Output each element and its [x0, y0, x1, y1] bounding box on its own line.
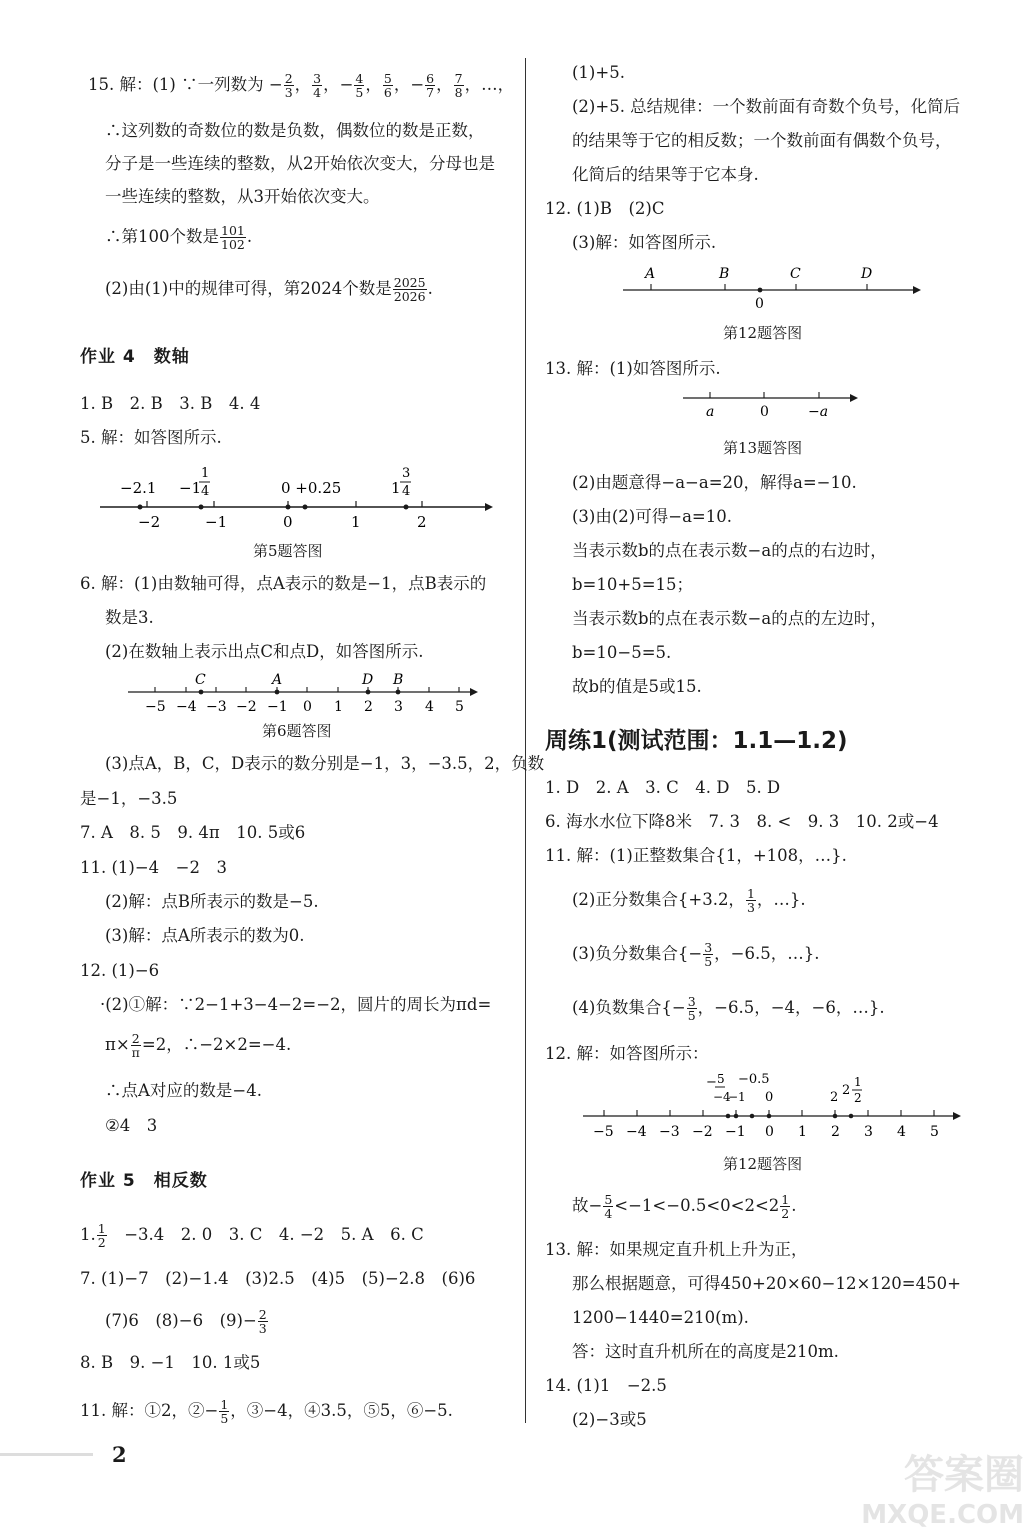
svg-text:5: 5	[717, 1072, 725, 1086]
w-answers-1-5: 1. D 2. A 3. C 4. D 5. D	[545, 778, 781, 797]
svg-text:0: 0	[765, 1124, 774, 1140]
svg-text:1: 1	[334, 699, 343, 715]
svg-text:C: C	[790, 266, 801, 282]
svg-text:1: 1	[798, 1124, 807, 1140]
svg-text:−3: −3	[206, 699, 227, 715]
svg-text:−: −	[706, 1075, 717, 1090]
r-line4: 化简后的结果等于它本身.	[572, 165, 759, 184]
r-line14: 故b的值是5或15.	[572, 677, 702, 696]
answer-12c: π× $\frac{2}{\pi}$ =2，∴−2×2=−4.	[105, 1031, 292, 1060]
w-answer-11-1: 11. 解：(1)正整数集合{1，+108，…}.	[545, 846, 847, 865]
svg-text:1: 1	[351, 513, 361, 531]
r-line12: 当表示数b的点在表示数−a的点的左边时，	[572, 609, 887, 628]
fig5-label-0-025: 0 +0.25	[281, 479, 342, 497]
fig5-label-neg1-3-4: −1	[179, 479, 202, 497]
svg-text:−2: −2	[236, 699, 257, 715]
svg-text:−2: −2	[138, 513, 161, 531]
svg-text:−2: −2	[692, 1124, 713, 1140]
r-answer-12: 12. (1)B (2)C	[545, 199, 665, 218]
svg-text:2: 2	[364, 699, 373, 715]
r-answer-13: 13. 解：(1)如答图所示.	[545, 359, 721, 378]
svg-text:4: 4	[897, 1124, 906, 1140]
w-answer-12-conclusion: 故− $\frac{5}{4}$ <−1<−0.5<0<2<2 $\frac{1}{2}$ .	[572, 1192, 797, 1221]
answers-1-4: 1. B 2. B 3. B 4. 4	[80, 394, 261, 413]
svg-text:2: 2	[854, 1091, 862, 1105]
svg-text:−4: −4	[626, 1124, 647, 1140]
svg-text:D: D	[362, 672, 374, 688]
number-line-fig12b	[578, 1070, 968, 1150]
q15-line4: 一些连续的整数，从3开始依次变大。	[105, 187, 380, 206]
answer-12e: ②4 3	[105, 1116, 158, 1135]
svg-text:B: B	[393, 672, 404, 688]
answer-11b: (2)解：点B所表示的数是−5.	[105, 892, 319, 911]
fig13-caption: 第13题答图	[723, 439, 803, 457]
answer-5-11: 11. 解：①2，②− $\frac{1}{5}$ ，③−4，④3.5，⑤5，⑥−5.	[80, 1397, 453, 1426]
answers-7-10: 7. A 8. 5 9. 4π 10. 5或6	[80, 823, 306, 842]
r-line11: b=10+5=15；	[572, 575, 694, 594]
q15-line2: ∴这列数的奇数位的数是负数，偶数位的数是正数，	[105, 121, 485, 140]
r-answer-12-3: (3)解：如答图所示.	[572, 233, 717, 252]
svg-text:1: 1	[854, 1075, 862, 1089]
fig5-frac-den: 4	[201, 484, 210, 499]
svg-text:−a: −a	[808, 404, 829, 420]
svg-text:B: B	[719, 266, 730, 282]
fig5-caption: 第5题答图	[253, 542, 323, 560]
page-number: 2	[112, 1442, 127, 1467]
weekly-test-heading: 周练1(测试范围：1.1—1.2)	[545, 728, 848, 754]
r-line10: 当表示数b的点在表示数−a的点的右边时，	[572, 541, 887, 560]
svg-text:0: 0	[303, 699, 312, 715]
r-line1: (1)+5.	[572, 63, 625, 82]
svg-text:−1: −1	[267, 699, 288, 715]
q15-line3: 分子是一些连续的整数，从2开始依次变大，分母也是	[105, 154, 495, 173]
fig6-caption: 第6题答图	[262, 722, 332, 740]
answers-5-8-10: 8. B 9. −1 10. 1或5	[80, 1353, 261, 1372]
svg-text:−5: −5	[145, 699, 166, 715]
answer-6b: 数是3.	[105, 608, 154, 627]
svg-text:−1: −1	[205, 513, 228, 531]
svg-text:−4: −4	[176, 699, 197, 715]
r-line9: (3)由(2)可得−a=10.	[572, 507, 732, 526]
answers-5-1-6: 1. $\frac{1}{2}$ −3.4 2. 0 3. C 4. −2 5. A 6. C	[80, 1221, 424, 1250]
svg-text:−5: −5	[593, 1124, 614, 1140]
watermark-url: MXQE.COM	[861, 1500, 1024, 1530]
w-answers-6-10: 6. 海水水位下降8米 7. 3 8. < 9. 3 10. 2或−4	[545, 812, 939, 831]
number-line-fig13	[680, 388, 865, 423]
w-answer-11-4: (4)负数集合{− $\frac{3}{5}$ ，−6.5，−4，−6，…}.	[572, 994, 885, 1023]
svg-text:4: 4	[425, 699, 434, 715]
answer-6e: 是−1，−3.5	[80, 789, 178, 808]
svg-text:4: 4	[402, 484, 411, 499]
w-answer-11-2: (2)正分数集合{+3.2， $\frac{1}{3}$ ，…}.	[572, 886, 806, 915]
q15-line5: ∴第100个数是 $\frac{101}{102}$ .	[105, 223, 253, 252]
svg-text:A: A	[272, 672, 283, 688]
svg-text:2: 2	[842, 1083, 851, 1098]
fig5-label-1-3-4: 1	[391, 479, 401, 497]
fig5-frac-num: 1	[201, 466, 210, 481]
svg-text:2: 2	[830, 1090, 839, 1105]
svg-text:0: 0	[760, 404, 769, 420]
w-answer-14a: 14. (1)1 −2.5	[545, 1376, 667, 1395]
answer-5-7: 7. (1)−7 (2)−1.4 (3)2.5 (4)5 (5)−2.8 (6)6	[80, 1269, 476, 1288]
answer-11c: (3)解：点A所表示的数为0.	[105, 926, 305, 945]
w-answer-13c: 1200−1440=210(m).	[572, 1308, 749, 1327]
svg-text:2: 2	[417, 513, 427, 531]
svg-text:−4: −4	[713, 1090, 731, 1104]
w-answer-14b: (2)−3或5	[572, 1410, 647, 1429]
svg-text:3: 3	[394, 699, 403, 715]
svg-text:5: 5	[455, 699, 464, 715]
section-heading-5: 作业 5 相反数	[80, 1171, 208, 1191]
r-line13: b=10−5=5.	[572, 643, 672, 662]
number-line-fig6	[125, 668, 485, 718]
svg-text:a: a	[706, 404, 715, 420]
watermark-logo: 答案圈	[904, 1452, 1024, 1498]
section-heading-4: 作业 4 数轴	[80, 347, 190, 367]
answer-12b: ·(2)①解：∵2−1+3−4−2=−2，圆片的周长为πd=	[100, 995, 492, 1014]
svg-text:−0.5: −0.5	[738, 1072, 770, 1087]
svg-text:A: A	[645, 266, 656, 282]
answer-5-7b: (7)6 (8)−6 (9)− $\frac{2}{3}$	[105, 1307, 267, 1336]
q15-line1: 15. 解：(1) ∵一列数为 − $\frac{2}{3}$ ， $\frac{3}{4}$ ，− $\frac{4}{5}$ ， $\frac{5}{6}$ ，− $\frac{6}{7}$ ， $\frac{7}{8}$ ，…，	[88, 71, 515, 100]
svg-text:−1: −1	[725, 1124, 746, 1140]
svg-text:3: 3	[864, 1124, 873, 1140]
svg-text:−1: −1	[728, 1090, 746, 1104]
r-line2: (2)+5. 总结规律：一个数前面有奇数个负号，化简后	[572, 97, 961, 116]
svg-text:0: 0	[755, 296, 764, 312]
answer-6c: (2)在数轴上表示出点C和点D，如答图所示.	[105, 642, 424, 661]
w-answer-13b: 那么根据题意，可得450+20×60−12×120=450+	[572, 1274, 961, 1293]
footer-rule	[0, 1453, 93, 1466]
r-line8: (2)由题意得−a−a=20，解得a=−10.	[572, 473, 857, 492]
svg-text:0: 0	[765, 1090, 774, 1105]
svg-text:D: D	[861, 266, 873, 282]
w-answer-12: 12. 解：如答图所示：	[545, 1044, 709, 1063]
svg-text:C: C	[195, 672, 206, 688]
svg-text:3: 3	[402, 466, 411, 481]
fig12b-caption: 第12题答图	[723, 1155, 803, 1173]
fig5-label-neg2-1: −2.1	[120, 479, 157, 497]
svg-text:5: 5	[930, 1124, 939, 1140]
answer-11a: 11. (1)−4 −2 3	[80, 858, 228, 877]
w-answer-13d: 答：这时直升机所在的高度是210m.	[572, 1342, 839, 1361]
number-line-fig12a	[618, 258, 928, 313]
fig12a-caption: 第12题答图	[723, 324, 803, 342]
answer-6d: (3)点A，B，C，D表示的数分别是−1，3，−3.5，2，负数	[105, 754, 545, 773]
number-line-fig5	[95, 455, 495, 540]
answer-5: 5. 解：如答图所示.	[80, 428, 222, 447]
q15-line6: (2)由(1)中的规律可得，第2024个数是 $\frac{2025}{2026}$ .	[105, 275, 433, 304]
column-divider	[525, 58, 526, 1423]
svg-text:2: 2	[831, 1124, 840, 1140]
w-answer-13: 13. 解：如果规定直升机上升为正，	[545, 1240, 808, 1259]
w-answer-11-3: (3)负分数集合{− $\frac{3}{5}$ ，−6.5，…}.	[572, 940, 820, 969]
r-line3: 的结果等于它的相反数；一个数前面有偶数个负号，	[572, 131, 952, 150]
answer-12a: 12. (1)−6	[80, 961, 160, 980]
answer-12d: ∴点A对应的数是−4.	[105, 1081, 262, 1100]
svg-text:0: 0	[283, 513, 293, 531]
svg-text:−3: −3	[659, 1124, 680, 1140]
answer-6a: 6. 解：(1)由数轴可得，点A表示的数是−1，点B表示的	[80, 574, 487, 593]
